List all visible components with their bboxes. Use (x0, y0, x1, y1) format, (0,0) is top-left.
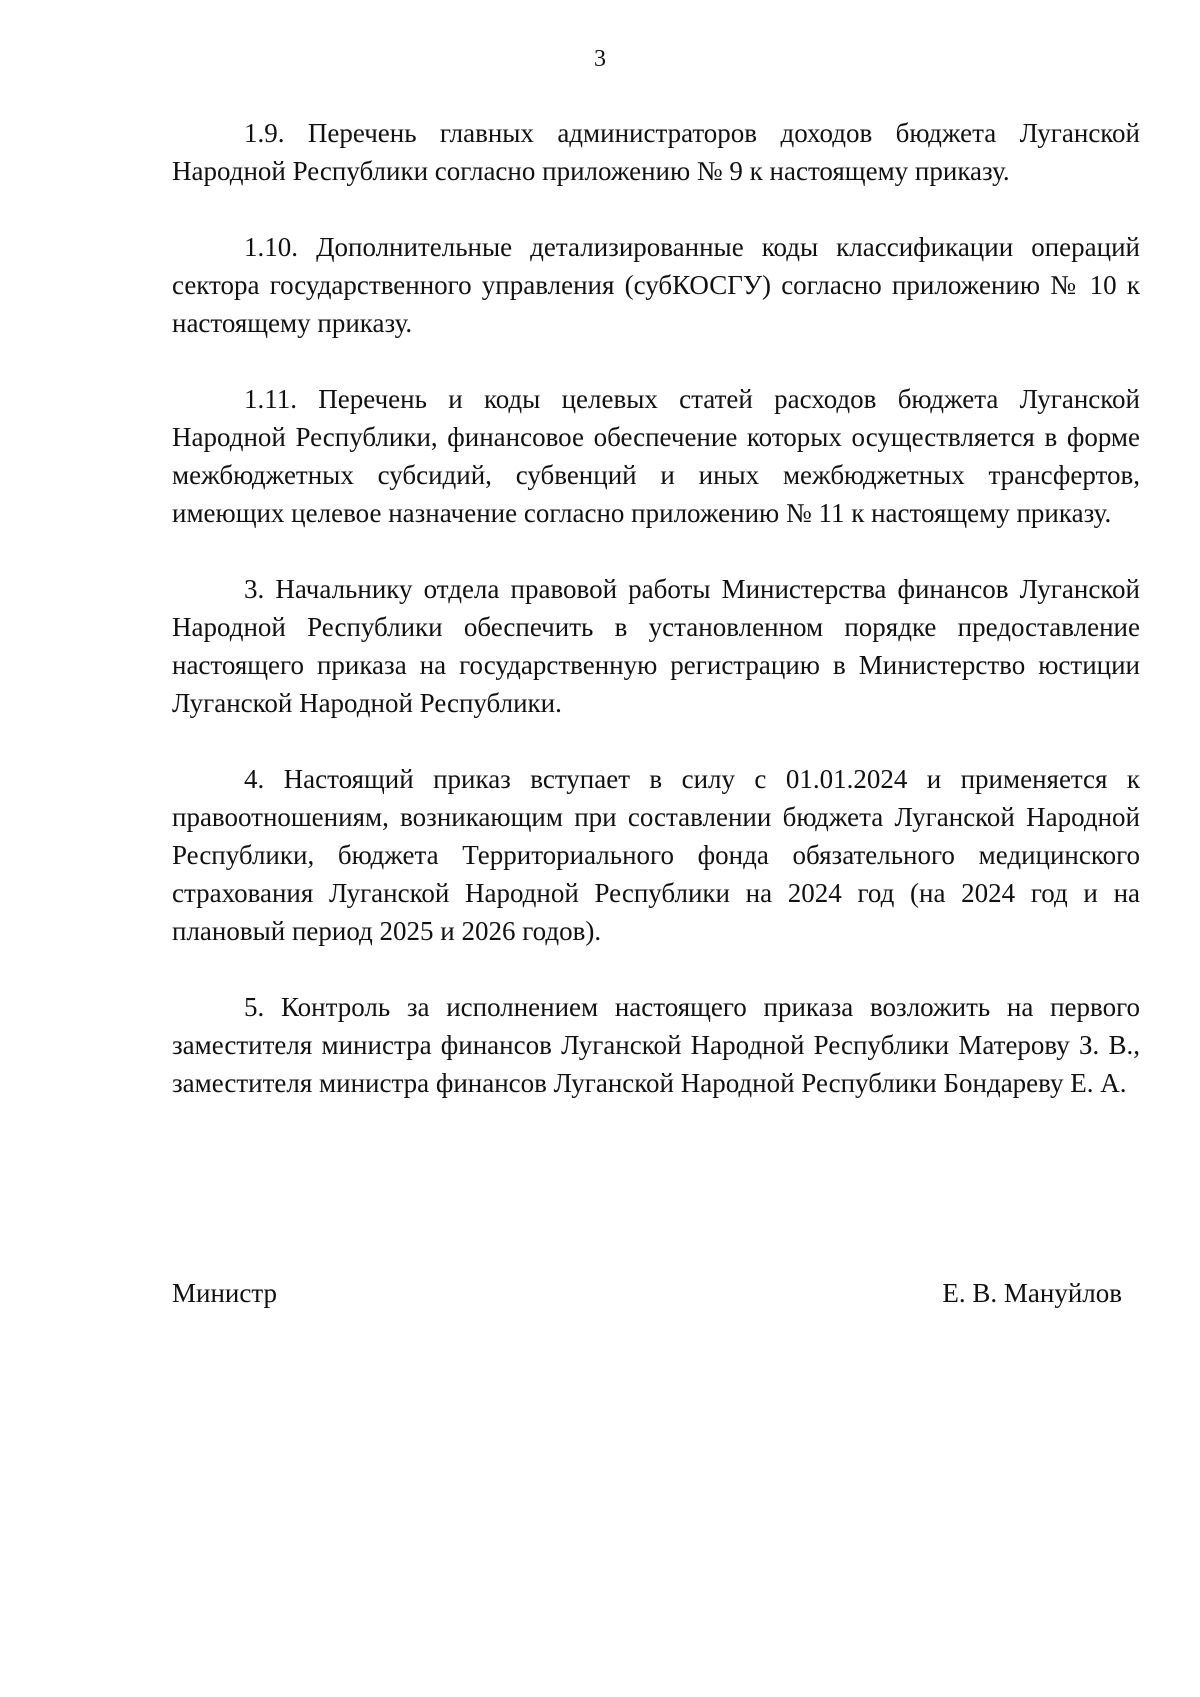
paragraph-1-9: 1.9. Перечень главных администраторов доходов бюджета Луганской Народной Республики согласно приложению № 9 к настоящему приказу. (172, 118, 1140, 186)
page-number: 3 (594, 46, 606, 72)
document-body (172, 114, 1140, 1140)
paragraph-5: 5. Контроль за исполнением настоящего приказа возложить на первого заместителя министра финансов Луганской Народной Республики Матерову З. В., заместителя министра финансов Луганской Народной Республики Бондареву Е. А. (172, 992, 1140, 1098)
paragraph-1-11: 1.11. Перечень и коды целевых статей расходов бюджета Луганской Народной Республики, финансовое обеспечение которых осуществляется в форме межбюджетных субсидий, субвенций и иных межбюджетных трансфертов, имеющих целевое назначение согласно приложению № 11 к настоящему приказу. (172, 384, 1140, 528)
paragraph-1-10: 1.10. Дополнительные детализированные коды классификации операций сектора государственного управления (субКОСГУ) согласно приложению № 10 к настоящему приказу. (172, 232, 1140, 338)
signatory-role: Министр (172, 1278, 277, 1308)
paragraph-4: 4. Настоящий приказ вступает в силу с 01.01.2024 и применяется к правоотношениям, возникающим при составлении бюджета Луганской Народной Республики, бюджета Территориального фонда обязательного медицинского страхования Луганской Народной Республики на 2024 год (на 2024 год и на плановый период 2025 и 2026 годов). (172, 764, 1140, 946)
paragraph-3: 3. Начальнику отдела правовой работы Министерства финансов Луганской Народной Республики обеспечить в установленном порядке предоставление настоящего приказа на государственную регистрацию в Министерство юстиции Луганской Народной Республики. (172, 574, 1140, 718)
signatory-name: Е. В. Мануйлов (942, 1278, 1122, 1308)
